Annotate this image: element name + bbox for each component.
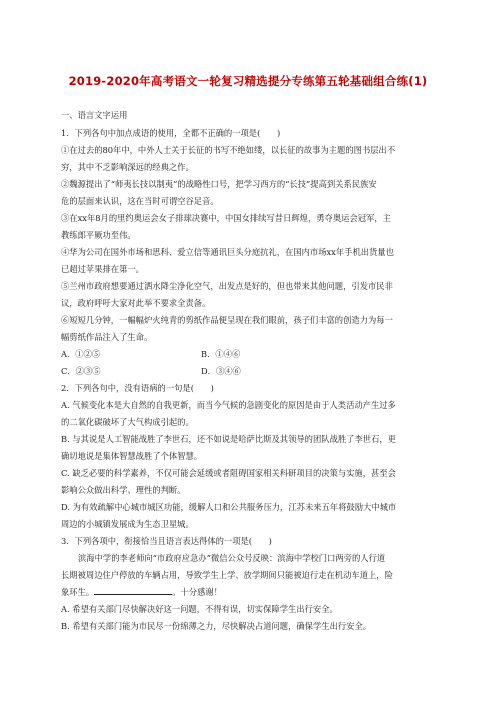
question-3-line: 滨海中学的李老师向“市政府应急办”微信公众号反映：滨海中学校门口两旁的人行道	[78, 553, 386, 563]
question-1-line: 危的层面来认识，这在当时可谓空谷足音。	[61, 196, 219, 206]
question-1-line: ⑥短短几分钟，一幅幅炉火纯青的剪纸作品便呈现在我们眼前，孩子们丰富的创造力为每一	[61, 315, 393, 325]
question-3-option-a: A. 希望有关部门尽快解决好这一问题，不得有误，切实保障学生出行安全。	[61, 604, 338, 614]
question-2-line: A. 气候变化本是大自然的自我更新，而当今气候的急剧变化的原因是由于人类活动产生过多	[61, 400, 396, 410]
question-3-line-blank	[61, 584, 439, 601]
section-heading: 一、语言文字运用	[61, 110, 128, 120]
question-2-line: D. 为有效疏解中心城市城区功能，缓解人口和公共服务压力，江苏未来五年将鼓励大中城市	[61, 502, 397, 512]
question-2-line: 影响公众做出科学、理性的判断。	[61, 485, 186, 495]
question-3-stem: 3．下列各项中，衔接恰当且语言表达得体的一项是( )	[61, 536, 272, 546]
question-1-line: ①在过去的80年中，中外人士关于长征的书写不绝如缕，以长征的故事为主题的图书层出不	[61, 145, 396, 155]
question-1-options-row	[61, 346, 439, 363]
question-1-stem: 1．下列各句中加点成语的使用，全都不正确的一项是( )	[61, 128, 281, 138]
option-d: D．③④⑥	[201, 366, 241, 376]
question-1-line: ③在xx年8月的里约奥运会女子排球决赛中，中国女排续写昔日辉煌，勇夺奥运会冠军，主	[61, 213, 391, 223]
question-1-line: 穷，其中不乏影响深远的经典之作。	[61, 162, 194, 172]
question-1-line: 已超过苹果排在第一。	[61, 264, 144, 274]
question-1-line: ②魏源提出了“师夷长技以制夷”的战略性口号，把学习西方的“长技”提高到关系民族安	[61, 179, 377, 189]
question-2-line: 周边的小城镇发展成为生态卫星城。	[61, 519, 194, 529]
question-3-text-pre: 象环生。	[61, 587, 95, 597]
question-1-line: 幅剪纸作品注入了生命。	[61, 332, 153, 342]
question-1-line: ④华为公司在国外市场和思科、爱立信等通讯巨头分庭抗礼，在国内市场xx年手机出货量也	[61, 247, 394, 257]
option-b: B．①④⑥	[201, 349, 241, 359]
question-2-line: 的二氧化碳破坏了大气构成引起的。	[61, 417, 194, 427]
question-2-stem: 2．下列各句中，没有语病的一句是( )	[61, 383, 214, 393]
question-1-line: 教练郎平厥功至伟。	[61, 230, 136, 240]
answer-blank	[94, 585, 172, 595]
question-2-line: 确切地说是集体智慧战胜了个体智慧。	[61, 451, 203, 461]
document-title: 2019-2020年高考语文一轮复习精选提分专练第五轮基础组合练(1)	[68, 74, 428, 88]
option-a: A．①②⑤	[61, 349, 101, 359]
question-3-line: 长期被周边住户停放的车辆占用，导致学生上学、放学期间只能被迫行走在机动车道上，险	[61, 570, 393, 580]
option-c: C．②③⑤	[61, 366, 101, 376]
question-2-line: C. 缺乏必要的科学素养，不仅可能会延缓或者阻碍国家相关科研项目的决策与实施，甚至会	[61, 468, 396, 478]
question-1-options-row	[61, 363, 439, 380]
document-body	[61, 107, 439, 635]
question-2-line: B. 与其说是人工智能战胜了李世石，还不如说是哈萨比斯及其领导的团队战胜了李世石，更	[61, 434, 396, 444]
question-3-option-b: B. 希望有关部门能为市民尽一份绵薄之力，尽快解决占道问题，确保学生出行安全。	[61, 621, 372, 631]
question-3-text-post: 。十分感谢！	[172, 587, 222, 597]
question-1-line: ⑤兰州市政府想要通过洒水降尘净化空气，出发点是好的，但也带来其他问题，引发市民非	[61, 281, 393, 291]
question-1-line: 议，政府呼吁大家对此举不要求全责备。	[61, 298, 211, 308]
